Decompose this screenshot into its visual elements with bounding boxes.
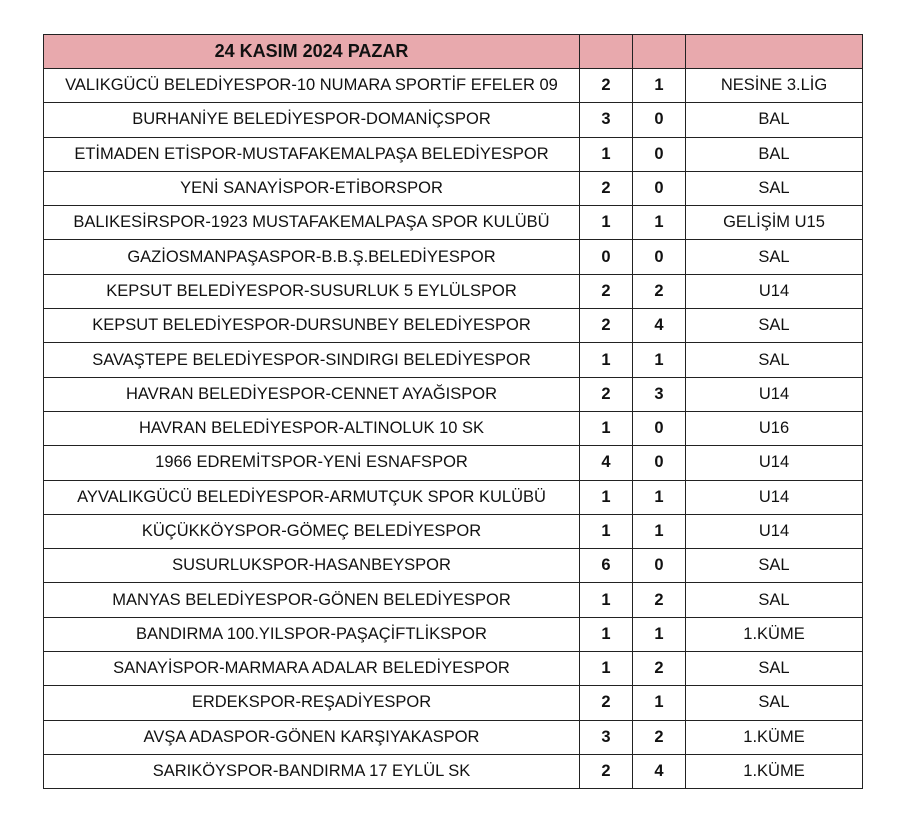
away-score-cell: 1: [633, 343, 686, 377]
league-cell: U14: [686, 446, 863, 480]
league-cell: SAL: [686, 652, 863, 686]
table-row: [44, 720, 863, 754]
header-empty-away: [633, 35, 686, 69]
away-score-cell: 1: [633, 514, 686, 548]
league-cell: U16: [686, 411, 863, 445]
away-score-cell: 0: [633, 171, 686, 205]
home-score-cell: 1: [580, 514, 633, 548]
league-cell: 1.KÜME: [686, 617, 863, 651]
table-row: [44, 171, 863, 205]
away-score-cell: 0: [633, 240, 686, 274]
match-cell: HAVRAN BELEDİYESPOR-CENNET AYAĞISPOR: [44, 377, 580, 411]
home-score-cell: 2: [580, 754, 633, 788]
match-cell: KÜÇÜKKÖYSPOR-GÖMEÇ BELEDİYESPOR: [44, 514, 580, 548]
league-cell: U14: [686, 480, 863, 514]
table-row: [44, 377, 863, 411]
match-cell: BURHANİYE BELEDİYESPOR-DOMANİÇSPOR: [44, 103, 580, 137]
league-cell: U14: [686, 377, 863, 411]
match-cell: SUSURLUKSPOR-HASANBEYSPOR: [44, 549, 580, 583]
away-score-cell: 1: [633, 206, 686, 240]
league-cell: SAL: [686, 240, 863, 274]
match-cell: BANDIRMA 100.YILSPOR-PAŞAÇİFTLİKSPOR: [44, 617, 580, 651]
league-cell: NESİNE 3.LİG: [686, 69, 863, 103]
league-cell: SAL: [686, 309, 863, 343]
table-row: [44, 446, 863, 480]
away-score-cell: 3: [633, 377, 686, 411]
table-row: [44, 754, 863, 788]
home-score-cell: 1: [580, 206, 633, 240]
away-score-cell: 0: [633, 411, 686, 445]
header-empty-home: [580, 35, 633, 69]
league-cell: SAL: [686, 171, 863, 205]
league-cell: U14: [686, 274, 863, 308]
date-title: 24 KASIM 2024 PAZAR: [44, 35, 580, 69]
home-score-cell: 1: [580, 343, 633, 377]
table-row: [44, 652, 863, 686]
table-row: [44, 137, 863, 171]
table-row: [44, 549, 863, 583]
league-cell: BAL: [686, 137, 863, 171]
table-row: [44, 411, 863, 445]
header-row: [44, 35, 863, 69]
table-row: [44, 686, 863, 720]
away-score-cell: 1: [633, 686, 686, 720]
home-score-cell: 4: [580, 446, 633, 480]
match-cell: KEPSUT BELEDİYESPOR-DURSUNBEY BELEDİYESPOR: [44, 309, 580, 343]
away-score-cell: 1: [633, 69, 686, 103]
home-score-cell: 1: [580, 411, 633, 445]
table-row: [44, 514, 863, 548]
home-score-cell: 1: [580, 137, 633, 171]
league-cell: BAL: [686, 103, 863, 137]
match-cell: SAVAŞTEPE BELEDİYESPOR-SINDIRGI BELEDİYESPOR: [44, 343, 580, 377]
league-cell: SAL: [686, 686, 863, 720]
away-score-cell: 0: [633, 549, 686, 583]
league-cell: SAL: [686, 583, 863, 617]
home-score-cell: 0: [580, 240, 633, 274]
home-score-cell: 3: [580, 720, 633, 754]
home-score-cell: 1: [580, 480, 633, 514]
home-score-cell: 1: [580, 617, 633, 651]
home-score-cell: 6: [580, 549, 633, 583]
away-score-cell: 2: [633, 720, 686, 754]
home-score-cell: 3: [580, 103, 633, 137]
home-score-cell: 2: [580, 686, 633, 720]
header-empty-league: [686, 35, 863, 69]
home-score-cell: 2: [580, 171, 633, 205]
match-cell: SARIKÖYSPOR-BANDIRMA 17 EYLÜL SK: [44, 754, 580, 788]
league-cell: U14: [686, 514, 863, 548]
away-score-cell: 2: [633, 583, 686, 617]
match-cell: AYVALIKGÜCÜ BELEDİYESPOR-ARMUTÇUK SPOR KULÜBÜ: [44, 480, 580, 514]
match-cell: SANAYİSPOR-MARMARA ADALAR BELEDİYESPOR: [44, 652, 580, 686]
match-cell: BALIKESİRSPOR-1923 MUSTAFAKEMALPAŞA SPOR KULÜBÜ: [44, 206, 580, 240]
away-score-cell: 1: [633, 617, 686, 651]
table-row: [44, 69, 863, 103]
match-cell: KEPSUT BELEDİYESPOR-SUSURLUK 5 EYLÜLSPOR: [44, 274, 580, 308]
away-score-cell: 2: [633, 652, 686, 686]
match-cell: 1966 EDREMİTSPOR-YENİ ESNAFSPOR: [44, 446, 580, 480]
table-row: [44, 103, 863, 137]
match-cell: VALIKGÜCÜ BELEDİYESPOR-10 NUMARA SPORTİF EFELER 09: [44, 69, 580, 103]
table-row: [44, 617, 863, 651]
league-cell: SAL: [686, 343, 863, 377]
away-score-cell: 0: [633, 103, 686, 137]
results-table: [43, 34, 863, 789]
table-row: [44, 274, 863, 308]
match-cell: YENİ SANAYİSPOR-ETİBORSPOR: [44, 171, 580, 205]
home-score-cell: 2: [580, 309, 633, 343]
away-score-cell: 0: [633, 137, 686, 171]
match-cell: ERDEKSPOR-REŞADİYESPOR: [44, 686, 580, 720]
home-score-cell: 2: [580, 274, 633, 308]
table-row: [44, 240, 863, 274]
home-score-cell: 1: [580, 652, 633, 686]
match-cell: ETİMADEN ETİSPOR-MUSTAFAKEMALPAŞA BELEDİYESPOR: [44, 137, 580, 171]
match-cell: GAZİOSMANPAŞASPOR-B.B.Ş.BELEDİYESPOR: [44, 240, 580, 274]
away-score-cell: 0: [633, 446, 686, 480]
away-score-cell: 2: [633, 274, 686, 308]
table-row: [44, 480, 863, 514]
match-cell: AVŞA ADASPOR-GÖNEN KARŞIYAKASPOR: [44, 720, 580, 754]
league-cell: SAL: [686, 549, 863, 583]
away-score-cell: 4: [633, 309, 686, 343]
home-score-cell: 2: [580, 69, 633, 103]
match-cell: MANYAS BELEDİYESPOR-GÖNEN BELEDİYESPOR: [44, 583, 580, 617]
home-score-cell: 1: [580, 583, 633, 617]
table-row: [44, 583, 863, 617]
league-cell: GELİŞİM U15: [686, 206, 863, 240]
home-score-cell: 2: [580, 377, 633, 411]
match-cell: HAVRAN BELEDİYESPOR-ALTINOLUK 10 SK: [44, 411, 580, 445]
away-score-cell: 1: [633, 480, 686, 514]
table-row: [44, 309, 863, 343]
away-score-cell: 4: [633, 754, 686, 788]
table-row: [44, 343, 863, 377]
table-row: [44, 206, 863, 240]
league-cell: 1.KÜME: [686, 720, 863, 754]
league-cell: 1.KÜME: [686, 754, 863, 788]
